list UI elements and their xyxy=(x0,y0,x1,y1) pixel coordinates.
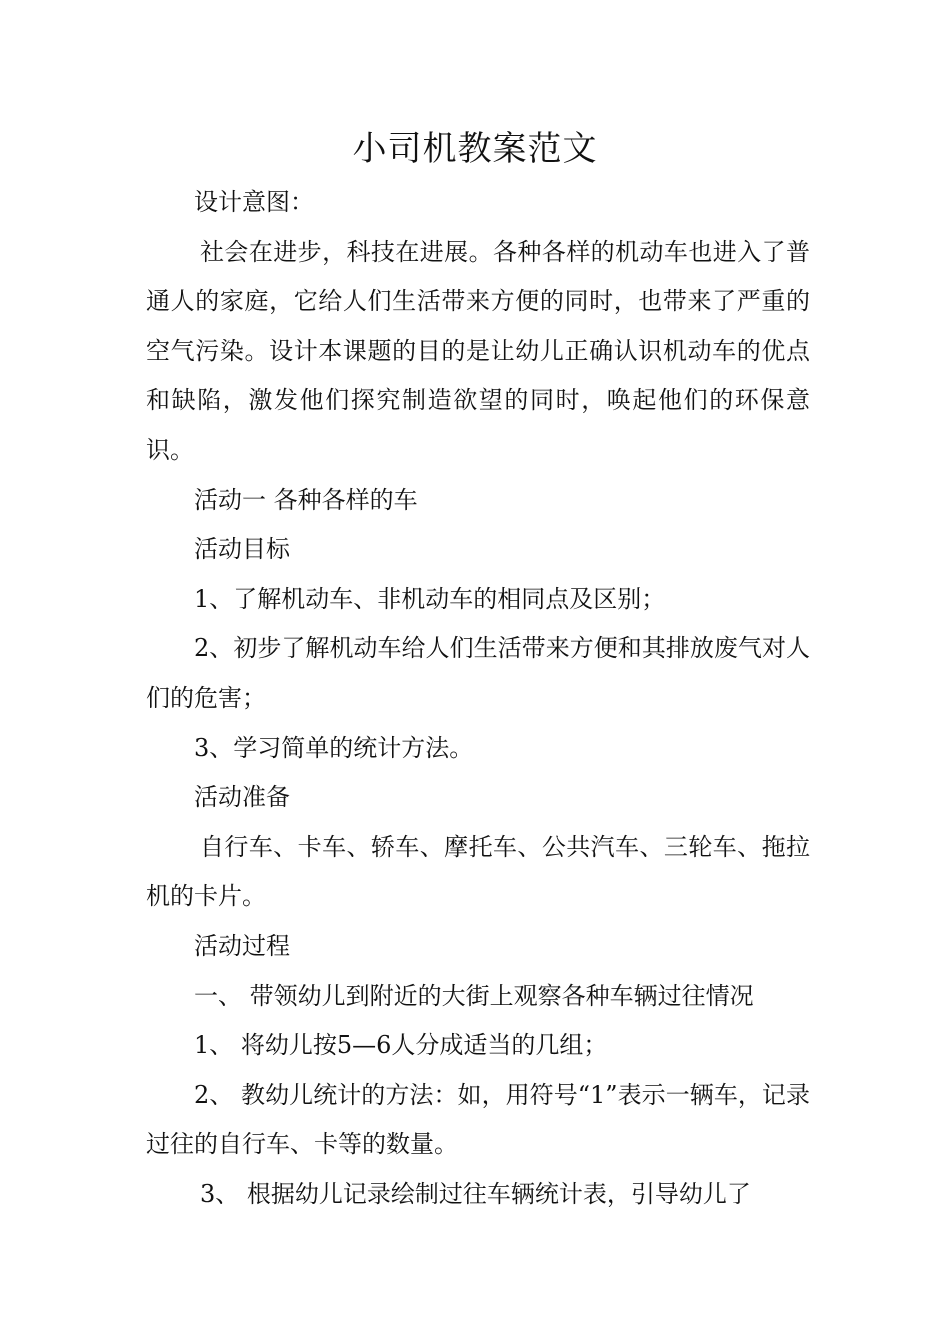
paragraph-process-step-one: 一、 带领幼儿到附近的大街上观察各种车辆过往情况 xyxy=(194,981,754,1010)
paragraph-activity-one-heading: 活动一 各种各样的车 xyxy=(194,485,418,514)
paragraph-process-heading: 活动过程 xyxy=(194,931,290,960)
paragraph-goal-2: 2、初步了解机动车给人们生活带来方便和其排放废气对人们的危害； xyxy=(146,634,810,712)
paragraph-process-item-1: 1、 将幼儿按5—6人分成适当的几组； xyxy=(194,1031,608,1060)
paragraph-goal-1: 1、了解机动车、非机动车的相同点及区别； xyxy=(194,584,666,613)
document-body xyxy=(146,178,810,1219)
paragraph-activity-goals-heading: 活动目标 xyxy=(194,535,290,564)
paragraph-design-intent-heading: 设计意图： xyxy=(194,188,314,216)
paragraph-process-item-3: 3、 根据幼儿记录绘制过往车辆统计表，引导幼儿了 xyxy=(200,1179,751,1208)
paragraph-preparation-heading: 活动准备 xyxy=(194,783,290,812)
paragraph-design-intent: 社会在进步，科技在进展。各种各样的机动车也进入了普通人的家庭，它给人们生活带来方便的同时，也带来了严重的空气污染。设计本课题的目的是让幼儿正确认识机动车的优点和缺陷，激发他们探究制造欲望的同时，唤起他们的环保意识。 xyxy=(146,237,810,464)
paragraph-preparation: 自行车、卡车、轿车、摩托车、公共汽车、三轮车、拖拉机的卡片。 xyxy=(146,832,810,911)
document-title: 小司机教案范文 xyxy=(352,129,598,169)
paragraph-process-item-2: 2、 教幼儿统计的方法：如，用符号“1”表示一辆车，记录过往的自行车、卡等的数量。 xyxy=(146,1080,810,1159)
paragraph-goal-3: 3、学习简单的统计方法。 xyxy=(194,733,474,762)
